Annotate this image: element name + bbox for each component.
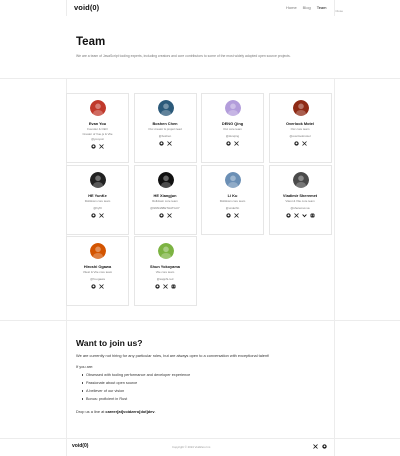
avatar	[293, 172, 309, 188]
site-footer	[0, 438, 400, 456]
avatar	[225, 172, 241, 188]
github-icon[interactable]	[294, 141, 299, 146]
member-role: Rolldown core team	[152, 198, 178, 203]
join-section	[0, 320, 400, 438]
member-card	[201, 93, 264, 163]
join-contact-prefix: Drop us a line at	[76, 409, 106, 414]
member-role: Oxc core team	[223, 127, 242, 131]
site-header	[0, 0, 400, 16]
join-bullets	[82, 373, 190, 405]
member-handle: @sheremet-va	[290, 205, 310, 210]
member-socials	[67, 213, 128, 218]
hero-section	[0, 16, 400, 78]
github-icon[interactable]	[286, 213, 291, 218]
member-socials	[135, 141, 196, 146]
github-icon[interactable]	[322, 444, 327, 449]
site-logo[interactable]: void(0)	[74, 3, 100, 12]
join-if-you: If you are:	[76, 364, 94, 369]
x-icon[interactable]	[167, 213, 172, 218]
member-role: Vitest & Vite core team	[82, 270, 113, 274]
member-handle: @dunqing	[225, 134, 240, 138]
main-nav	[286, 5, 326, 10]
github-icon[interactable]	[159, 213, 164, 218]
x-icon[interactable]	[99, 144, 104, 149]
avatar	[293, 100, 309, 116]
avatar	[158, 100, 174, 116]
footer-copyright: Copyright © 2024 VoidZero Inc.	[172, 445, 212, 449]
member-card	[269, 93, 332, 163]
github-icon[interactable]	[91, 284, 96, 289]
member-card	[134, 93, 197, 163]
footer-socials	[313, 444, 327, 449]
member-socials	[67, 284, 128, 289]
member-card	[66, 165, 129, 235]
mastodon-icon[interactable]	[310, 213, 315, 218]
x-icon[interactable]	[167, 141, 172, 146]
join-bullet: Bonus: proficient in Rust	[82, 397, 190, 405]
member-role: Rolldown core team	[219, 198, 246, 203]
x-icon[interactable]	[234, 141, 239, 146]
x-icon[interactable]	[302, 141, 307, 146]
nav-team[interactable]: Team	[316, 5, 327, 10]
member-role: Rolldown core team	[84, 198, 111, 203]
member-name: Evan You	[88, 121, 107, 126]
join-bullet: A believer of our vision	[82, 389, 190, 397]
corner-label[interactable]: Close	[335, 9, 343, 13]
member-handle: @boshen	[158, 134, 172, 138]
github-icon[interactable]	[226, 141, 231, 146]
join-intro: We are currently not hiring for any particular roles, but are always open to a conversation with exceptional talent!	[76, 353, 270, 358]
member-card	[66, 93, 129, 163]
member-role: Vitest & Vite core team	[285, 198, 315, 203]
member-card	[66, 236, 129, 306]
member-socials	[202, 213, 263, 218]
member-name: Shun Yokoyama	[150, 264, 180, 269]
member-name: DENG Qing	[221, 121, 244, 126]
member-card	[269, 165, 332, 235]
github-icon[interactable]	[226, 213, 231, 218]
avatar	[225, 100, 241, 116]
x-icon[interactable]	[234, 213, 239, 218]
x-icon[interactable]	[313, 444, 318, 449]
nav-home[interactable]: Home	[286, 5, 297, 10]
member-name: Boshen Chen	[152, 121, 178, 126]
member-role: Oxc creator & project lead	[148, 127, 182, 131]
github-icon[interactable]	[155, 284, 160, 289]
member-name: Overlook Motel	[285, 121, 315, 126]
member-handle: @youyuxi	[91, 137, 104, 141]
github-icon[interactable]	[91, 213, 96, 218]
member-handle: @overlookmotel	[289, 134, 311, 138]
member-name: HE Xiangjun	[153, 192, 177, 198]
join-contact	[76, 409, 156, 414]
member-role: Vite core team	[155, 270, 175, 274]
avatar	[90, 172, 106, 188]
join-bullet: Obsessed with tooling performance and developer experience	[82, 373, 190, 381]
github-icon[interactable]	[159, 141, 164, 146]
member-name: Hiroshi Ogawa	[83, 264, 112, 269]
mastodon-icon[interactable]	[171, 284, 176, 289]
avatar	[158, 172, 174, 188]
github-icon[interactable]	[91, 144, 96, 149]
page-description: We are a team of JavaScript tooling experts, including creators and core contributors to some of the most widely adopted open source projects.	[76, 54, 291, 58]
bluesky-icon[interactable]	[302, 213, 307, 218]
member-card	[134, 165, 197, 235]
member-name: Li Ku	[227, 192, 238, 198]
member-role: Founder & CEO	[87, 127, 108, 131]
page-title: Team	[76, 36, 106, 48]
avatar	[158, 243, 174, 259]
hero-divider	[0, 78, 400, 79]
member-handle: @underfin	[225, 205, 240, 210]
member-role: Oxc core team	[290, 127, 310, 131]
career-email[interactable]: career[at]voidzero[dot]dev	[105, 409, 155, 414]
x-icon[interactable]	[294, 213, 299, 218]
member-name: HE YunKe	[88, 192, 107, 198]
member-handle: @IWANABETHATGUY	[150, 205, 180, 210]
member-card	[201, 165, 264, 235]
member-socials	[202, 141, 263, 146]
member-socials	[67, 144, 128, 149]
member-handle: @sapphi-red	[156, 277, 174, 281]
member-socials	[135, 213, 196, 218]
member-extra: Creator of Vue.js & Vite	[82, 132, 113, 136]
member-card	[134, 236, 197, 306]
avatar	[90, 243, 106, 259]
avatar	[90, 100, 106, 116]
x-icon[interactable]	[163, 284, 168, 289]
x-icon[interactable]	[99, 284, 104, 289]
member-socials	[135, 284, 196, 289]
nav-blog[interactable]: Blog	[302, 5, 311, 10]
member-handle: @hyf0	[93, 205, 102, 210]
join-bullet: Passionate about open source	[82, 381, 190, 389]
member-socials	[270, 141, 331, 146]
member-handle: @hi-ogawa	[90, 277, 105, 281]
join-title: Want to join us?	[76, 338, 143, 348]
member-name: Vladimir Sheremet	[282, 192, 318, 198]
x-icon[interactable]	[99, 213, 104, 218]
join-contact-suffix: .	[154, 409, 156, 414]
footer-logo[interactable]: void(0)	[72, 443, 89, 449]
member-socials	[270, 213, 331, 218]
